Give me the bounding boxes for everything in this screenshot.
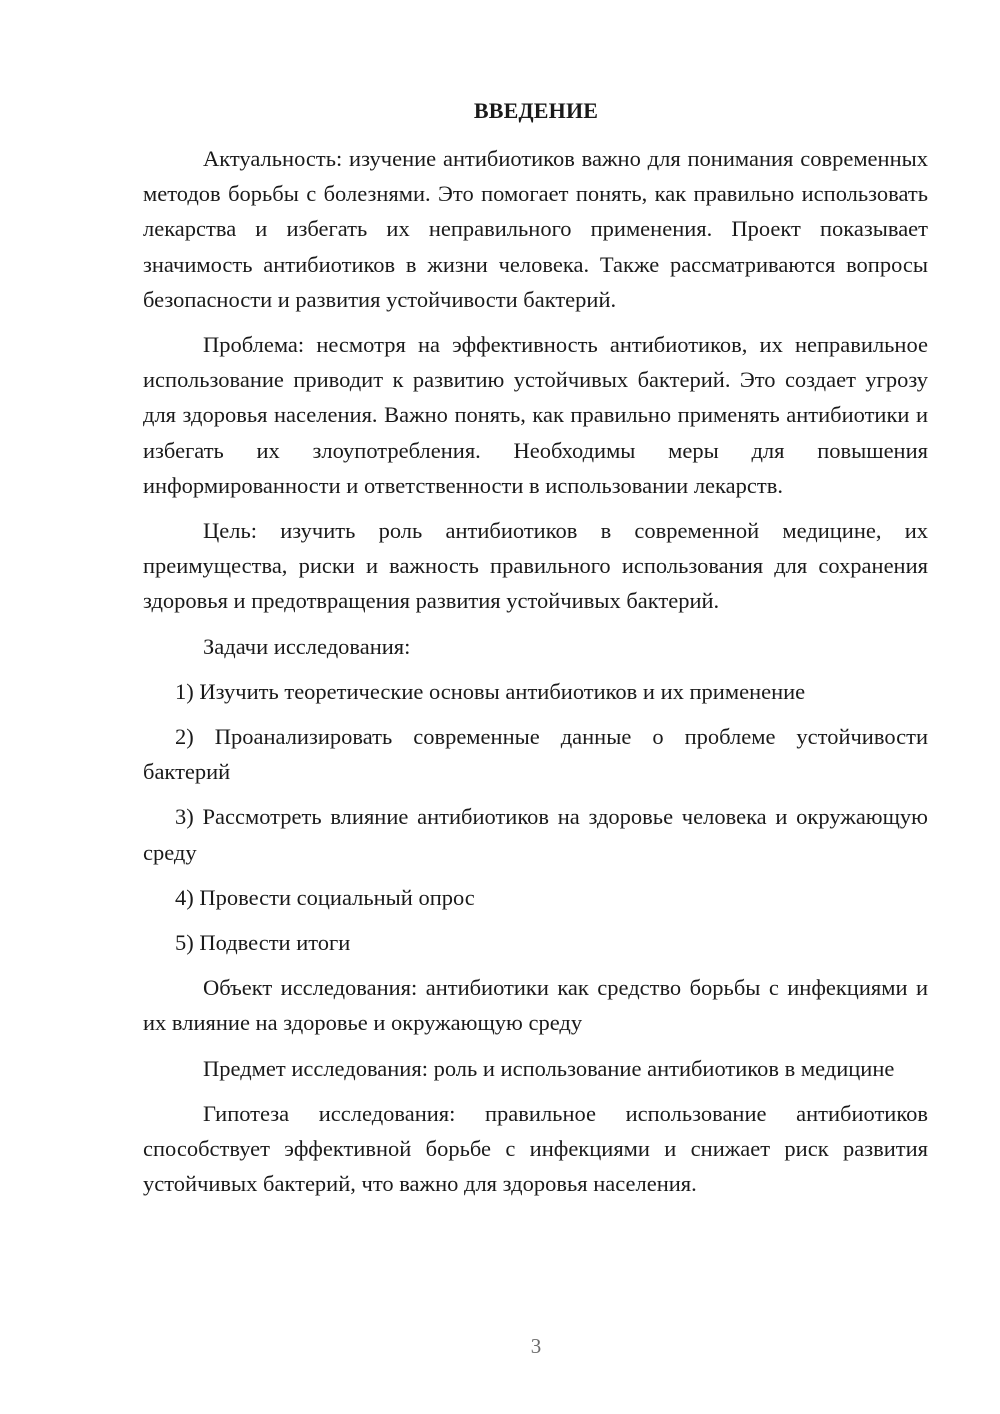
- task-item-2: 2) Проанализировать современные данные о проблеме устойчивости бактерий: [143, 724, 928, 785]
- page-number: 3: [530, 1334, 542, 1358]
- paragraph-hypothesis: Гипотеза исследования: правильное использование антибиотиков способствует эффективной борьбе с инфекциями и снижает риск развития устойчивых бактерий, что важно для здоровья населения.: [143, 1100, 928, 1197]
- paragraph-subject: Предмет исследования: роль и использование антибиотиков в медицине: [203, 1055, 895, 1081]
- task-item-1: 1) Изучить теоретические основы антибиотиков и их применение: [175, 678, 806, 704]
- page-title: ВВЕДЕНИЕ: [473, 98, 599, 123]
- task-item-3: 3) Рассмотреть влияние антибиотиков на здоровье человека и окружающую среду: [143, 804, 928, 865]
- tasks-heading: Задачи исследования:: [203, 633, 411, 659]
- task-item-5: 5) Подвести итоги: [175, 930, 351, 956]
- document-body: [143, 141, 928, 1201]
- paragraph-object: Объект исследования: антибиотики как средство борьбы с инфекциями и их влияние на здоровье и окружающую среду: [143, 975, 928, 1036]
- task-item-4: 4) Провести социальный опрос: [175, 884, 475, 910]
- paragraph-goal: Цель: изучить роль антибиотиков в современной медицине, их преимущества, риски и важность правильного использования для сохранения здоровья и предотвращения развития устойчивых бактерий.: [143, 518, 928, 614]
- paragraph-relevance: Актуальность: изучение антибиотиков важно для понимания современных методов борьбы с болезнями. Это помогает понять, как правильно использовать лекарства и избегать их неправильного применения. Проект показывает значимость антибиотиков в жизни человека. Также рассматриваются вопросы безопасности и развития устойчивости бактерий.: [143, 146, 928, 312]
- paragraph-problem: Проблема: несмотря на эффективность антибиотиков, их неправильное использование приводит к развитию устойчивых бактерий. Это создает угрозу для здоровья населения. Важно понять, как правильно применять антибиотики и избегать их злоупотребления. Необходимы меры для повышения информированности и ответственности в использовании лекарств.: [143, 332, 928, 498]
